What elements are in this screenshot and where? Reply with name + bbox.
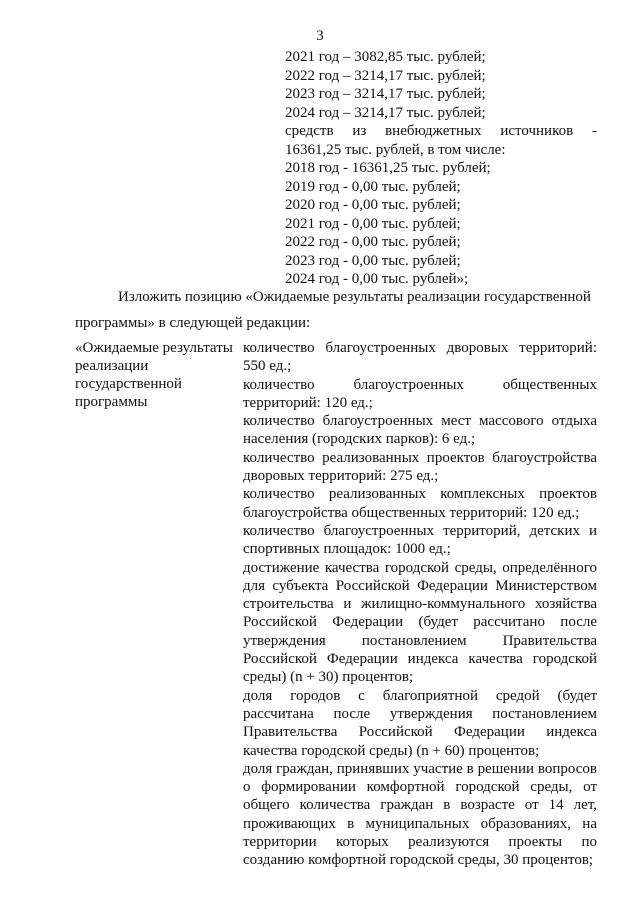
expected-result-item: количество реализованных проектов благоустройства дворовых территорий: 275 ед.;	[243, 449, 597, 485]
position-label	[75, 339, 243, 411]
funding-line: 2024 год - 0,00 тыс. рублей»;	[285, 271, 469, 287]
expected-result-item: доля городов с благоприятной средой (будет рассчитана после утверждения постановлением Правительства Российской Федерации индекса качества городской среды) (n + 60) процентов;	[243, 687, 597, 759]
expected-result-item: количество реализованных комплексных проектов благоустройства общественных территорий: 120 ед.;	[243, 486, 597, 521]
funding-line: 2022 год – 3214,17 тыс. рублей;	[285, 67, 486, 84]
expected-result-item: доля граждан, принявших участие в решении вопросов о формировании комфортной городской среды, от общего количества граждан в возрасте от 14 лет, проживающих в муниципальных образованиях, на территории которых реализуются проекты по созданию комфортной городской среды, 30 процентов;	[243, 760, 597, 869]
funding-line: 2024 год – 3214,17 тыс. рублей;	[285, 104, 486, 121]
position-label-line: государственной	[75, 376, 182, 392]
funding-line: средств из внебюджетных источников -	[285, 123, 597, 139]
expected-result-item: достижение качества городской среды, определённого для субъекта Российской Федерации Министерством строительства и жилищно-коммунального хозяйства Российской Федерации (будет рассчитано после утверждения постановлением Правительства Российской Федерации индекса качества городской среды) (n + 30) процентов;	[243, 559, 597, 686]
instruction-paragraph-line-1: Изложить позицию «Ожидаемые результаты реализации государственной	[118, 289, 591, 305]
instruction-paragraph-line-2: программы» в следующей редакции:	[75, 315, 311, 331]
funding-line: 2023 год - 0,00 тыс. рублей;	[285, 252, 461, 269]
expected-result-item: количество благоустроенных дворовых территорий: 550 ед.;	[243, 340, 597, 375]
funding-line: 2022 год - 0,00 тыс. рублей;	[285, 234, 461, 250]
funding-line: 2023 год – 3214,17 тыс. рублей;	[285, 86, 486, 102]
expected-result-item: количество благоустроенных территорий, детских и спортивных площадок: 1000 ед.;	[243, 522, 597, 558]
expected-result-item: количество благоустроенных мест массового отдыха населения (городских парков): 6 ед.;	[243, 413, 597, 448]
funding-breakdown-list	[285, 48, 597, 289]
funding-line: 2021 год – 3082,85 тыс. рублей;	[285, 49, 486, 65]
expected-result-item: количество благоустроенных общественных территорий: 120 ед.;	[243, 376, 597, 411]
position-label-line: программы	[75, 394, 148, 410]
expected-results-list	[243, 339, 597, 870]
funding-line: 2019 год - 0,00 тыс. рублей;	[285, 178, 461, 195]
position-label-line: «Ожидаемые результаты	[75, 340, 233, 356]
funding-line: 2018 год - 16361,25 тыс. рублей;	[285, 160, 491, 176]
funding-line: 16361,25 тыс. рублей, в том числе:	[285, 141, 506, 158]
page-number: 3	[316, 28, 324, 44]
position-label-line: реализации	[75, 358, 149, 374]
funding-line: 2021 год - 0,00 тыс. рублей;	[285, 215, 461, 232]
funding-line: 2020 год - 0,00 тыс. рублей;	[285, 197, 461, 213]
